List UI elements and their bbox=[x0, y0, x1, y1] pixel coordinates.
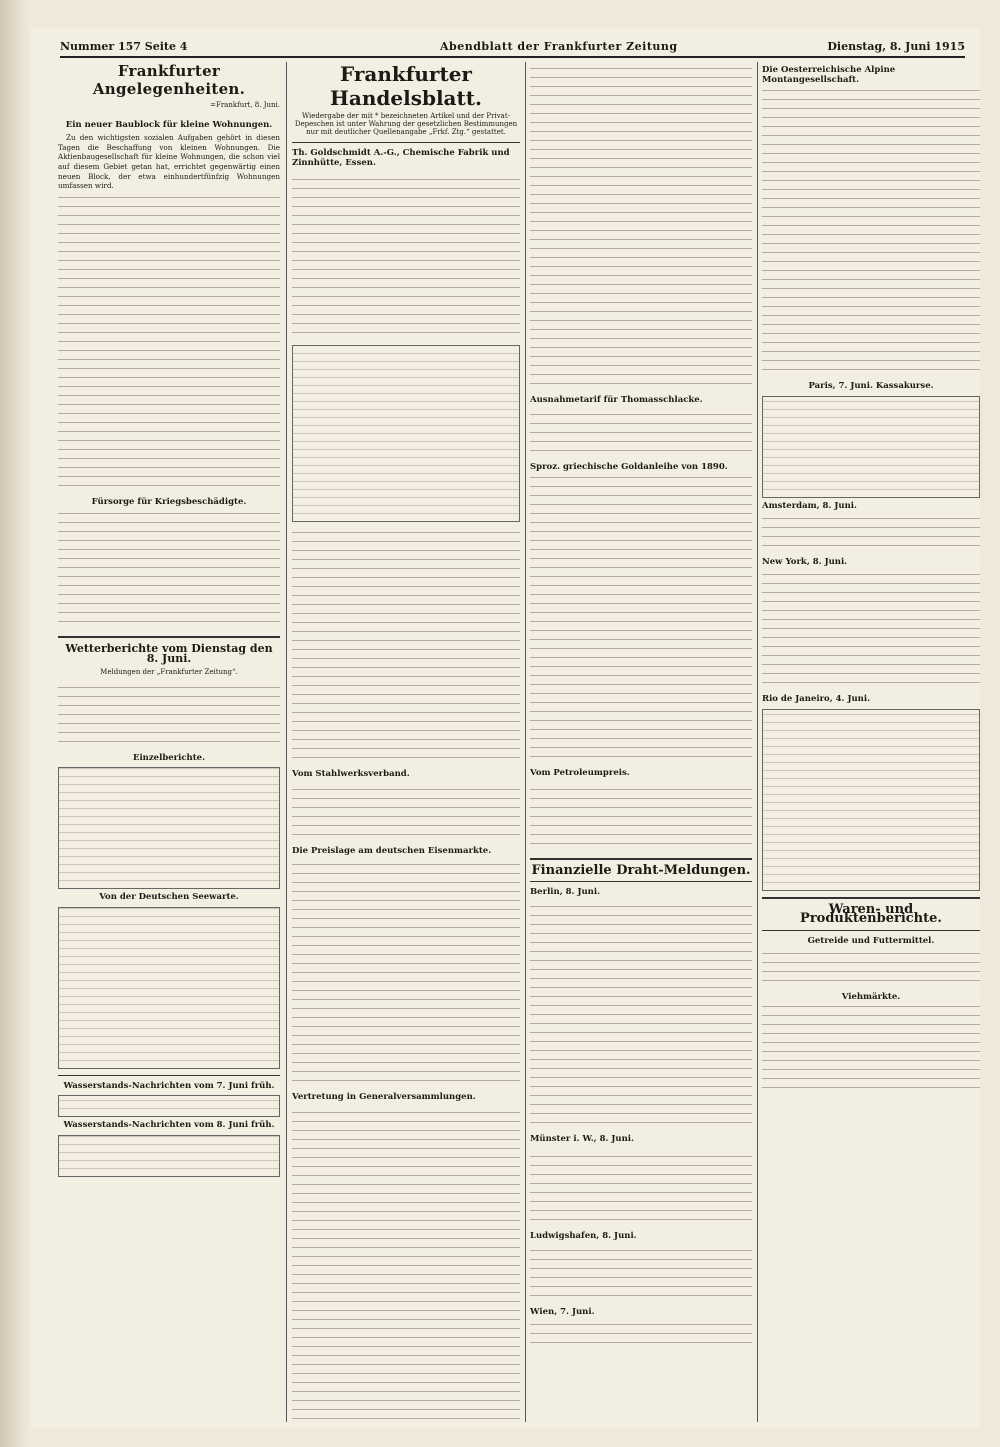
water-title: Wasserstands-Nachrichten vom 8. Juni früh. bbox=[63, 1120, 275, 1131]
body-text-block bbox=[762, 571, 980, 691]
article-headline: Ausnahmetarif für Thomasschlacke. bbox=[530, 395, 703, 405]
body-text-block bbox=[762, 949, 980, 989]
body-text-block bbox=[530, 1321, 752, 1351]
article-headline: Vom Petroleumpreis. bbox=[530, 768, 630, 779]
body-text-block bbox=[292, 783, 520, 843]
weather-table bbox=[58, 767, 280, 889]
section-title: Frankfurter Angelegenheiten. bbox=[92, 62, 246, 98]
body-text-block bbox=[762, 88, 980, 378]
weather-title: Wetterberichte vom Dienstag den 8. Juni. bbox=[65, 642, 273, 665]
body-text-block bbox=[292, 526, 520, 766]
body-text-block bbox=[58, 194, 280, 494]
column-business bbox=[292, 62, 520, 1427]
section-title: Waren- und Produktenberichte. bbox=[800, 901, 942, 927]
divider bbox=[530, 881, 752, 882]
subsection-title: Getreide und Futtermittel. bbox=[807, 935, 935, 946]
seewarte-table bbox=[58, 907, 280, 1069]
article-headline: Vertretung in Generalversammlungen. bbox=[292, 1092, 476, 1103]
body-text-block bbox=[530, 1148, 752, 1228]
column-local-news bbox=[58, 62, 280, 1427]
body-text-block bbox=[292, 859, 520, 1089]
dispatch-headline: Rio de Janeiro, 4. Juni. bbox=[762, 693, 871, 704]
section-subtitle: Wiedergabe der mit * bezeichneten Artikel und der Privat-Depeschen ist unter Wahrung der gesetzlichen Bestimmungen nur mit deutlicher Quellenangabe „Frkf. Ztg.“ gestattet. bbox=[294, 112, 518, 136]
dispatch-headline: Amsterdam, 8. Juni. bbox=[762, 500, 857, 511]
body-text-block bbox=[292, 171, 520, 341]
section-title: Finanzielle Draht-Meldungen. bbox=[531, 862, 751, 878]
body-text-block bbox=[58, 680, 280, 750]
dispatch-headline: Münster i. W., 8. Juni. bbox=[530, 1133, 634, 1144]
body-text-block bbox=[530, 1244, 752, 1304]
balance-table bbox=[292, 345, 520, 522]
table-title: Einzelberichte. bbox=[132, 752, 206, 763]
body-text-block bbox=[530, 901, 752, 1131]
header-right: Dienstag, 8. Juni 1915 bbox=[827, 40, 965, 53]
divider bbox=[58, 1075, 280, 1076]
divider bbox=[292, 142, 520, 143]
divider bbox=[762, 897, 980, 899]
column-rule bbox=[286, 62, 287, 1422]
body-text-block bbox=[292, 1106, 520, 1427]
header-left: Nummer 157 Seite 4 bbox=[60, 40, 188, 53]
divider bbox=[762, 930, 980, 931]
body-text-block bbox=[530, 409, 752, 459]
article-headline: Th. Goldschmidt A.-G., Chemische Fabrik und Zinnhütte, Essen. bbox=[292, 148, 510, 168]
article-headline: Die Preislage am deutschen Eisenmarkte. bbox=[292, 845, 492, 856]
water-table bbox=[58, 1135, 280, 1177]
column-business-2 bbox=[530, 62, 752, 1427]
weather-subtitle: Meldungen der „Frankfurter Zeitung“. bbox=[100, 667, 238, 676]
body-text-block bbox=[530, 475, 752, 765]
water-table bbox=[58, 1095, 280, 1117]
body-text-block bbox=[58, 510, 280, 630]
body-text-block bbox=[762, 1006, 980, 1096]
dispatch-headline: Wien, 7. Juni. bbox=[530, 1307, 595, 1318]
dateline: =Frankfurt, 8. Juni. bbox=[210, 101, 280, 109]
article-headline: Die Oesterreichische Alpine Montangesellschaft. bbox=[762, 65, 896, 85]
article-headline: Ein neuer Baublock für kleine Wohnungen. bbox=[65, 119, 273, 130]
body-text-block bbox=[762, 514, 980, 554]
article-headline: Sproz. griechische Goldanleihe von 1890. bbox=[530, 461, 728, 472]
section-title: Frankfurter Handelsblatt. bbox=[330, 62, 482, 110]
article-headline: Vom Stahlwerksverband. bbox=[292, 769, 410, 780]
table-title: Von der Deutschen Seewarte. bbox=[99, 892, 239, 903]
column-rule bbox=[525, 62, 526, 1422]
article-intro: Zu den wichtigsten sozialen Aufgaben gehört in diesen Tagen die Beschaffung von kleinen Wohnungen. Die Aktienbaugesellschaft für kleine Wohnungen, die schon viel auf diesem Gebiet getan hat, errichtet gegenwärtig einen neuen Block, der etwa einhundertfünfzig Wohnungen umfassen wird. bbox=[58, 133, 280, 191]
coffee-table bbox=[762, 709, 980, 891]
dispatch-headline: New York, 8. Juni. bbox=[762, 557, 848, 568]
body-text-block bbox=[530, 62, 752, 392]
paris-table bbox=[762, 396, 980, 498]
column-rule bbox=[757, 62, 758, 1422]
binding-edge bbox=[0, 0, 30, 1447]
divider bbox=[530, 858, 752, 860]
divider bbox=[58, 636, 280, 638]
water-title: Wasserstands-Nachrichten vom 7. Juni früh. bbox=[63, 1080, 275, 1091]
dispatch-headline: Ludwigshafen, 8. Juni. bbox=[530, 1230, 637, 1241]
table-title: Paris, 7. Juni. Kassakurse. bbox=[808, 381, 934, 392]
dispatch-headline: Berlin, 8. Juni. bbox=[530, 887, 601, 898]
article-headline: Fürsorge für Kriegsbeschädigte. bbox=[91, 496, 247, 507]
subsection-title: Viehmärkte. bbox=[841, 992, 901, 1003]
column-markets bbox=[762, 62, 980, 1427]
body-text-block bbox=[530, 782, 752, 852]
page-header bbox=[60, 38, 965, 58]
header-center: Abendblatt der Frankfurter Zeitung bbox=[440, 40, 678, 53]
